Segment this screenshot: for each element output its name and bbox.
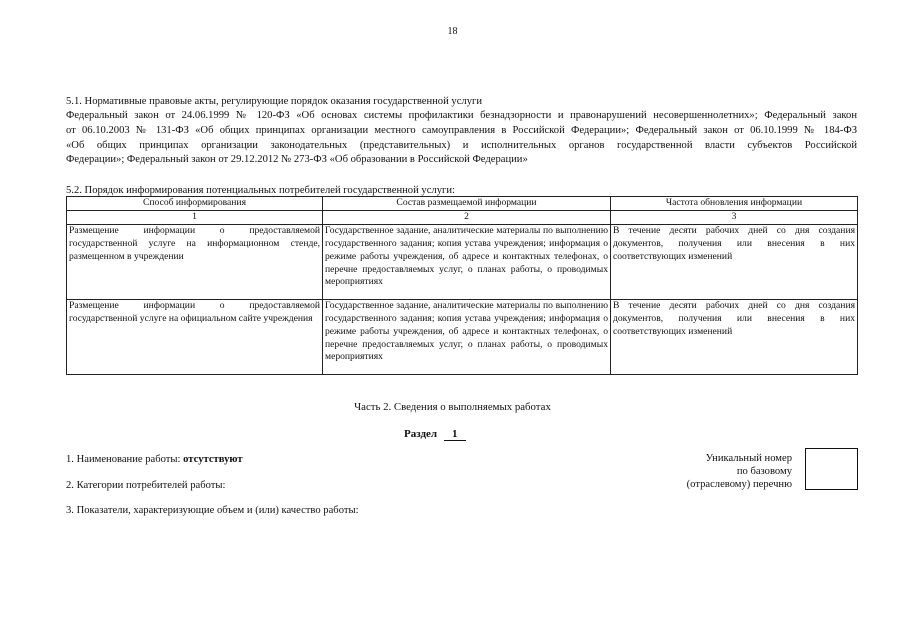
column-number: 3 [611, 210, 858, 224]
table-cell-frequency: В течение десяти рабочих дней со дня создания документов, получения или внесения в них соответствующих изменений [611, 224, 858, 299]
unique-number-line: (отраслевому) перечню [686, 479, 792, 490]
table-cell-method: Размещение информации о предоставляемой государственной услуге на информационном стенде, размещенном в учреждении [67, 224, 323, 299]
section-number: 1 [444, 428, 466, 441]
section-5-1-line-4: Федерации»; Федеральный закон от 29.12.2012 № 273-ФЗ «Об образовании в Российской Федерации» [66, 154, 528, 165]
table-cell-frequency: В течение десяти рабочих дней со дня создания документов, получения или внесения в них соответствующих изменений [611, 299, 858, 374]
page-number: 18 [447, 26, 458, 37]
part-2-title: Часть 2. Сведения о выполняемых работах [354, 401, 551, 413]
column-number: 2 [323, 210, 611, 224]
work-name-value: отсутствуют [183, 454, 243, 465]
column-number: 1 [67, 210, 323, 224]
column-header-content: Состав размещаемой информации [323, 197, 611, 211]
section-5-1-line-2: от 06.10.2003 № 131-ФЗ «Об общих принципах организации местного самоуправления в Российской Федерации»; Федеральный закон от 06.10.1999 № 184-ФЗ [66, 125, 857, 136]
section-5-2-heading: 5.2. Порядок информирования потенциальных потребителей государственной услуги: [66, 185, 455, 196]
table-cell-content: Государственное задание, аналитические материалы по выполнению государственного задания; копия устава учреждения; информация о режиме работы учреждения, об адресе и контактных телефонах, о перечне предоставляемых услуг, о планах работы, о проводимых мероприятиях [323, 299, 611, 374]
table-row [67, 299, 858, 374]
section-5-1-line-3: «Об общих принципах организации законодательных (представительных) и исполнительных органов государственной власти субъектов Российской [66, 140, 857, 151]
table-row [67, 224, 858, 299]
work-name-label: 1. Наименование работы: [66, 454, 184, 465]
work-name-item [66, 452, 243, 467]
column-number-row [67, 210, 858, 224]
section-5-1-heading: 5.1. Нормативные правовые акты, регулирующие порядок оказания государственной услуги [66, 96, 483, 107]
consumer-categories-item: 2. Категории потребителей работы: [66, 480, 226, 491]
column-header-frequency: Частота обновления информации [611, 197, 858, 211]
unique-number-label [687, 452, 792, 491]
table-header-row [67, 197, 858, 211]
section-label: Раздел [404, 428, 438, 440]
indicators-item: 3. Показатели, характеризующие объем и (или) качество работы: [66, 505, 359, 516]
unique-number-box[interactable] [805, 448, 858, 490]
unique-number-line: по базовому [736, 466, 792, 477]
unique-number-line: Уникальный номер [705, 453, 792, 464]
table-cell-content: Государственное задание, аналитические материалы по выполнению государственного задания; копия устава учреждения; информация о режиме работы учреждения, об адресе и контактных телефонах, о перечне предоставляемых услуг, о планах работы, о проводимых мероприятиях [323, 224, 611, 299]
table-cell-method: Размещение информации о предоставляемой государственной услуге на официальном сайте учреждения [67, 299, 323, 374]
information-table [66, 196, 858, 375]
section-5-1-line-1: Федеральный закон от 24.06.1999 № 120-ФЗ «Об основах системы профилактики безнадзорности и правонарушений несовершеннолетних»; Федеральный закон [66, 110, 857, 121]
column-header-method: Способ информирования [67, 197, 323, 211]
